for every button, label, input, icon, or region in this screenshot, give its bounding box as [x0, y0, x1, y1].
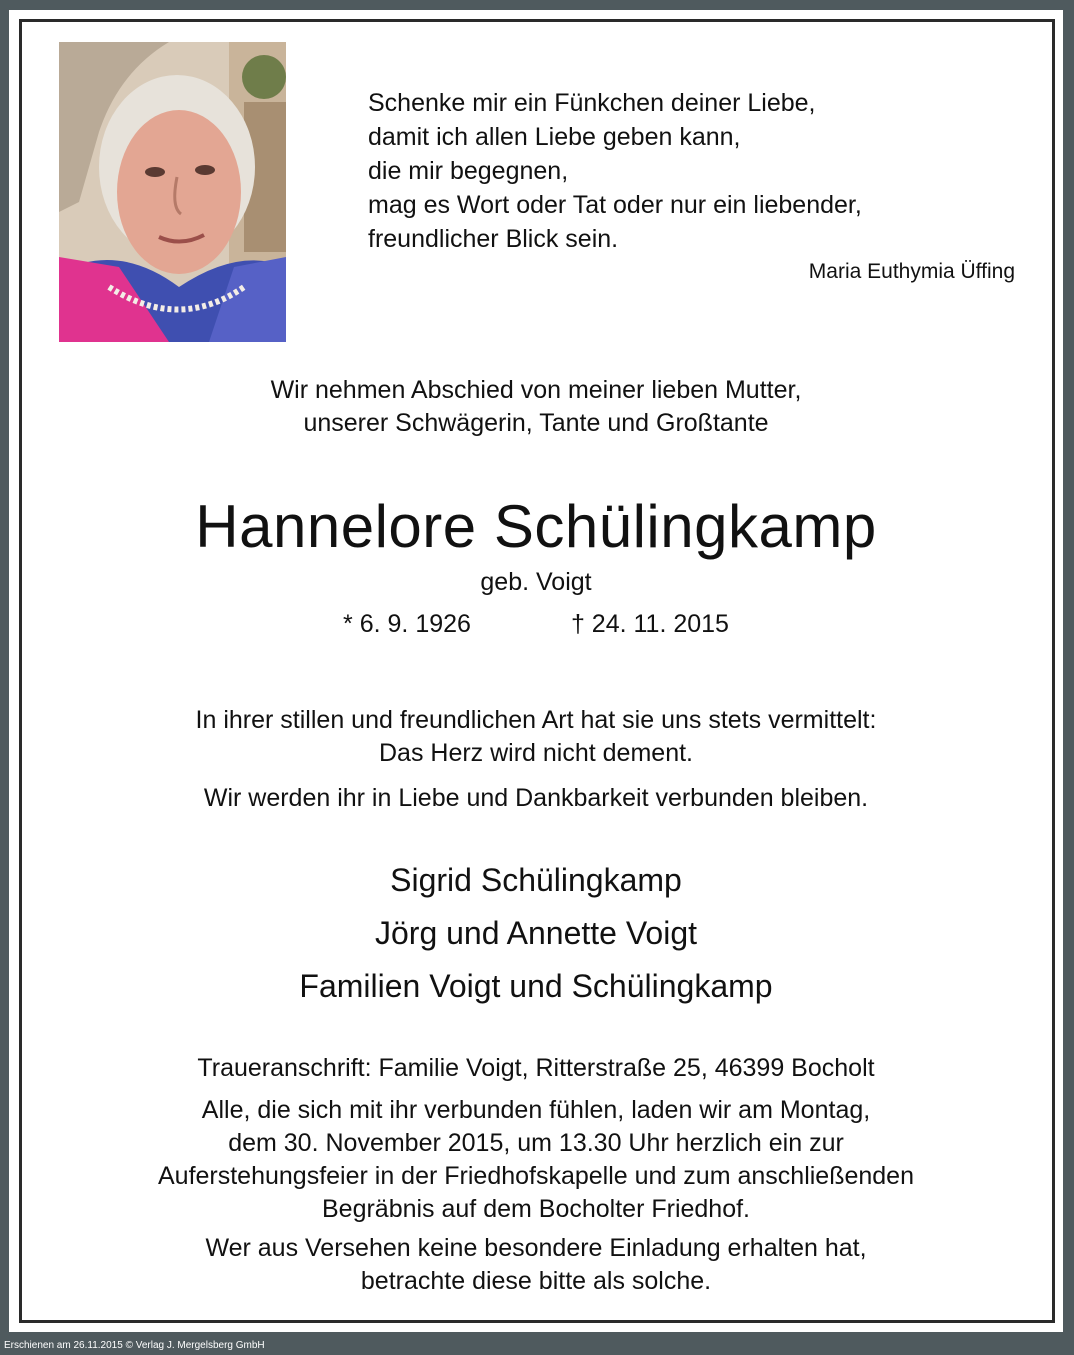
- farewell-intro: [9, 374, 1063, 440]
- poem-line: freundlicher Blick sein.: [368, 225, 619, 253]
- invitation-note: [9, 1232, 1063, 1298]
- quote-line: In ihrer stillen und freundlichen Art hat sie uns stets vermittelt:: [195, 706, 877, 734]
- intro-line: Wir nehmen Abschied von meiner lieben Mutter,: [270, 376, 802, 404]
- poem: [368, 86, 862, 256]
- poem-author: Maria Euthymia Üffing: [808, 260, 1015, 283]
- funeral-invitation: [9, 1094, 1063, 1226]
- invitation-line: dem 30. November 2015, um 13.30 Uhr herzlich ein zur: [228, 1129, 844, 1157]
- poem-line: Schenke mir ein Fünkchen deiner Liebe,: [368, 89, 816, 117]
- obituary-notice: [9, 10, 1063, 1332]
- mourning-address: Traueranschrift: Familie Voigt, Ritterstraße 25, 46399 Bocholt: [197, 1054, 875, 1082]
- portrait-photo: [59, 42, 286, 342]
- memorial-quote: [9, 704, 1063, 770]
- invitation-line: Alle, die sich mit ihr verbunden fühlen, laden wir am Montag,: [201, 1096, 871, 1124]
- poem-line: die mir begegnen,: [368, 157, 569, 185]
- mourner-name: Familien Voigt und Schülingkamp: [299, 968, 773, 1004]
- closing-sentence: Wir werden ihr in Liebe und Dankbarkeit verbunden bleiben.: [203, 784, 869, 812]
- note-line: betrachte diese bitte als solche.: [360, 1267, 712, 1295]
- note-line: Wer aus Versehen keine besondere Einladung erhalten hat,: [205, 1234, 867, 1262]
- publication-footer: Erschienen am 26.11.2015 © Verlag J. Mergelsberg GmbH: [4, 1340, 265, 1351]
- mourners-list: [9, 854, 1063, 1013]
- deceased-name: Hannelore Schülingkamp: [195, 493, 877, 560]
- intro-line: unserer Schwägerin, Tante und Großtante: [303, 409, 769, 437]
- poem-line: damit ich allen Liebe geben kann,: [368, 123, 741, 151]
- mourner-name: Sigrid Schülingkamp: [390, 862, 682, 898]
- quote-line: Das Herz wird nicht dement.: [378, 739, 693, 767]
- birth-date: * 6. 9. 1926: [343, 610, 471, 638]
- birth-name: geb. Voigt: [480, 568, 592, 596]
- poem-line: mag es Wort oder Tat oder nur ein liebender,: [368, 191, 862, 219]
- mourner-name: Jörg und Annette Voigt: [374, 915, 698, 951]
- life-dates: [9, 608, 1063, 640]
- invitation-line: Begräbnis auf dem Bocholter Friedhof.: [321, 1195, 750, 1223]
- invitation-line: Auferstehungsfeier in der Friedhofskapelle und zum anschließenden: [157, 1162, 914, 1190]
- death-date: † 24. 11. 2015: [570, 610, 729, 638]
